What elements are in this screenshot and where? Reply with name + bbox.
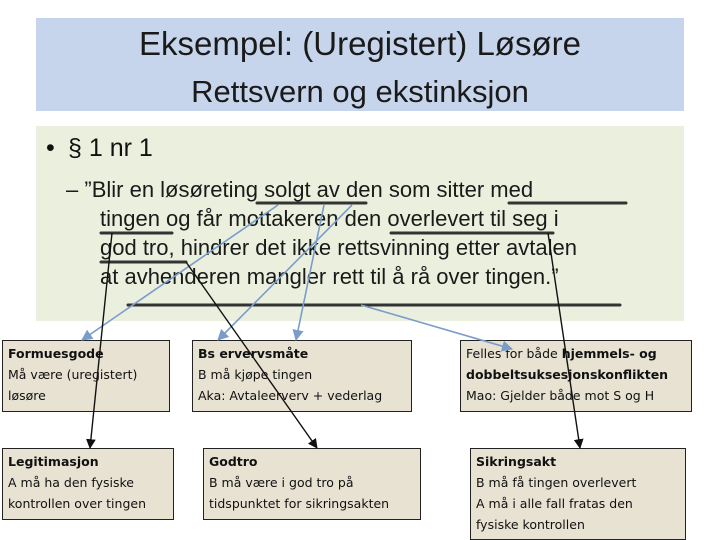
box-felles: Felles for både hjemmels- og dobbeltsuksesjonskonflikten Mao: Gjelder både mot S og H <box>460 340 692 412</box>
dash-icon: – <box>66 177 79 202</box>
box-godtro: Godtro B må være i god tro på tidspunktet for sikringsakten <box>203 448 421 520</box>
box-sikringsakt: Sikringsakt B må få tingen overlevert A må i alle fall fratas den fysiske kontrollen <box>470 448 686 540</box>
bullet-paragraph <box>46 134 153 163</box>
bullet-text: § 1 nr 1 <box>68 134 153 162</box>
box-title: Godtro <box>209 454 258 469</box>
statute-quote <box>66 175 676 291</box>
box-title: Legitimasjon <box>8 454 99 469</box>
slide-title: Eksempel: (Uregistert) Løsøre <box>139 25 581 62</box>
box-title: Bs ervervsmåte <box>198 346 309 361</box>
box-title: Sikringsakt <box>476 454 557 469</box>
quote-line-3: god tro, hindrer det ikke rettsvinning etter avtalen <box>100 235 577 260</box>
box-legitimasjon: Legitimasjon A må ha den fysiske kontrollen over tingen <box>2 448 174 520</box>
title-banner <box>36 18 684 111</box>
box-ervervsmate: Bs ervervsmåte B må kjøpe tingen Aka: Avtaleerverv + vederlag <box>192 340 412 412</box>
box-title: Felles for både hjemmels- og <box>466 346 657 361</box>
slide-subtitle: Rettsvern og ekstinksjon <box>191 74 529 109</box>
quote-line-4: at avhenderen mangler rett til å rå over tingen.” <box>100 264 559 289</box>
quote-line-2: tingen og får mottakeren den overlevert til seg i <box>100 206 559 231</box>
quote-line-1: – ”Blir en løsøreting solgt av den som sitter med <box>66 177 534 202</box>
box-title: Formuesgode <box>8 346 104 361</box>
box-formuesgode: Formuesgode Må være (uregistert) løsøre <box>2 340 170 412</box>
bullet-dot-icon: • <box>46 134 55 162</box>
